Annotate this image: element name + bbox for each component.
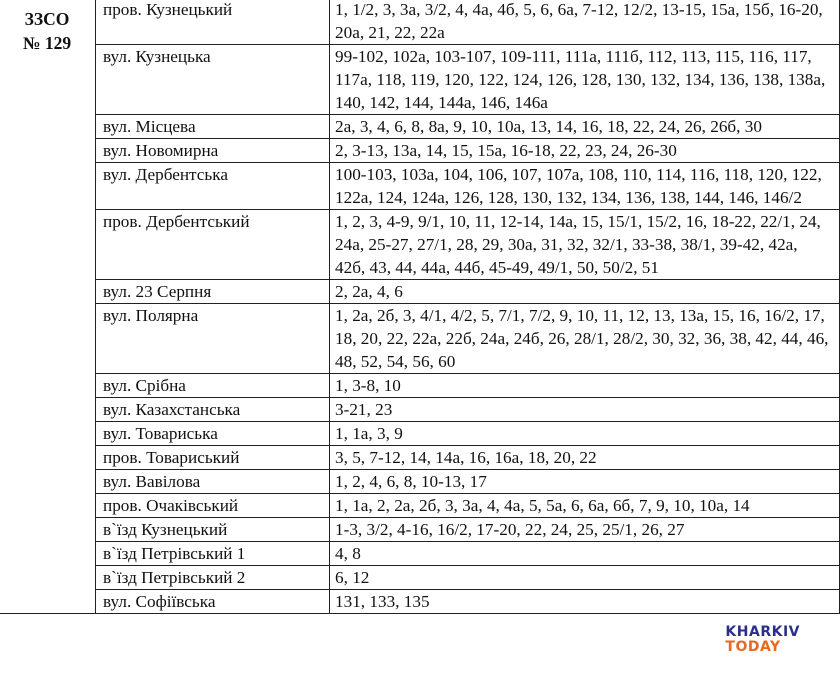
table-row: [0, 210, 840, 280]
street-name: вул. Дербентська: [96, 163, 330, 210]
house-numbers: 2а, 3, 4, 6, 8, 8а, 9, 10, 10а, 13, 14, 16, 18, 22, 24, 26, 26б, 30: [330, 115, 840, 139]
street-name: вул. 23 Серпня: [96, 280, 330, 304]
house-numbers: 131, 133, 135: [330, 590, 840, 614]
table-row: [0, 518, 840, 542]
street-name: пров. Товариський: [96, 446, 330, 470]
street-name: вул. Новомирна: [96, 139, 330, 163]
house-numbers: 2, 2а, 4, 6: [330, 280, 840, 304]
logo-line-2: TODAY: [725, 639, 781, 655]
street-name: вул. Місцева: [96, 115, 330, 139]
house-numbers: 1, 2, 3, 4-9, 9/1, 10, 11, 12-14, 14а, 15, 15/1, 15/2, 16, 18-22, 22/1, 24, 24а, 25-27, 27/1, 28, 29, 30а, 31, 32, 32/1, 33-38, 38/1, 39-42, 42а, 42б, 43, 44, 44а, 44б, 45-49, 49/1, 50, 50/2, 51: [330, 210, 840, 280]
street-name: вул. Вавілова: [96, 470, 330, 494]
house-numbers: 3, 5, 7-12, 14, 14а, 16, 16а, 18, 20, 22: [330, 446, 840, 470]
street-name: вул. Кузнецька: [96, 45, 330, 115]
table-row: [0, 304, 840, 374]
table-row: [0, 446, 840, 470]
table-row: [0, 0, 840, 45]
house-numbers: 3-21, 23: [330, 398, 840, 422]
house-numbers: 4, 8: [330, 542, 840, 566]
street-name: пров. Кузнецький: [96, 0, 330, 45]
house-numbers: 99-102, 102а, 103-107, 109-111, 111а, 111б, 112, 113, 115, 116, 117, 117а, 118, 119, 120, 122, 124, 126, 128, 130, 132, 134, 136, 138, 138а, 140, 142, 144, 144а, 146, 146а: [330, 45, 840, 115]
street-name: вул. Товариська: [96, 422, 330, 446]
table-row: [0, 470, 840, 494]
school-cell: [0, 0, 96, 614]
house-numbers: 1, 3-8, 10: [330, 374, 840, 398]
street-name: вул. Полярна: [96, 304, 330, 374]
street-name: пров. Дербентський: [96, 210, 330, 280]
table-row: [0, 494, 840, 518]
street-name: вул. Срібна: [96, 374, 330, 398]
house-numbers: 1-3, 3/2, 4-16, 16/2, 17-20, 22, 24, 25, 25/1, 26, 27: [330, 518, 840, 542]
table-row: [0, 280, 840, 304]
table-row: [0, 115, 840, 139]
kharkiv-today-logo: [725, 625, 800, 655]
street-name: в`їзд Кузнецький: [96, 518, 330, 542]
street-name: вул. Софіївська: [96, 590, 330, 614]
house-numbers: 1, 1а, 3, 9: [330, 422, 840, 446]
street-name: вул. Казахстанська: [96, 398, 330, 422]
table-row: [0, 398, 840, 422]
street-name: пров. Очаківський: [96, 494, 330, 518]
table-row: [0, 566, 840, 590]
school-number: № 129: [22, 33, 72, 53]
street-name: в`їзд Петрівський 2: [96, 566, 330, 590]
table-row: [0, 590, 840, 614]
house-numbers: 1, 2а, 2б, 3, 4/1, 4/2, 5, 7/1, 7/2, 9, 10, 11, 12, 13, 13а, 15, 16, 16/2, 17, 18, 20, 22, 22а, 22б, 24а, 24б, 26, 28/1, 28/2, 30, 32, 36, 38, 42, 44, 46, 48, 52, 54, 56, 60: [330, 304, 840, 374]
house-numbers: 1, 2, 4, 6, 8, 10-13, 17: [330, 470, 840, 494]
table-row: [0, 422, 840, 446]
house-numbers: 1, 1а, 2, 2а, 2б, 3, 3а, 4, 4а, 5, 5а, 6, 6а, 6б, 7, 9, 10, 10а, 14: [330, 494, 840, 518]
logo-line-1: KHARKIV: [725, 624, 800, 640]
house-numbers: 6, 12: [330, 566, 840, 590]
table-row: [0, 139, 840, 163]
table-row: [0, 45, 840, 115]
table-row: [0, 374, 840, 398]
table-row: [0, 542, 840, 566]
table-row: [0, 163, 840, 210]
house-numbers: 1, 1/2, 3, 3а, 3/2, 4, 4а, 4б, 5, 6, 6а, 7-12, 12/2, 13-15, 15а, 15б, 16-20, 20а, 21, 22, 22а: [330, 0, 840, 45]
house-numbers: 2, 3-13, 13а, 14, 15, 15а, 16-18, 22, 23, 24, 26-30: [330, 139, 840, 163]
school-name: ЗЗСО: [24, 9, 70, 29]
street-name: в`їзд Петрівський 1: [96, 542, 330, 566]
house-numbers: 100-103, 103а, 104, 106, 107, 107а, 108, 110, 114, 116, 118, 120, 122, 122а, 124, 124а, 126, 128, 130, 132, 134, 136, 138, 144, 146, 146/2: [330, 163, 840, 210]
